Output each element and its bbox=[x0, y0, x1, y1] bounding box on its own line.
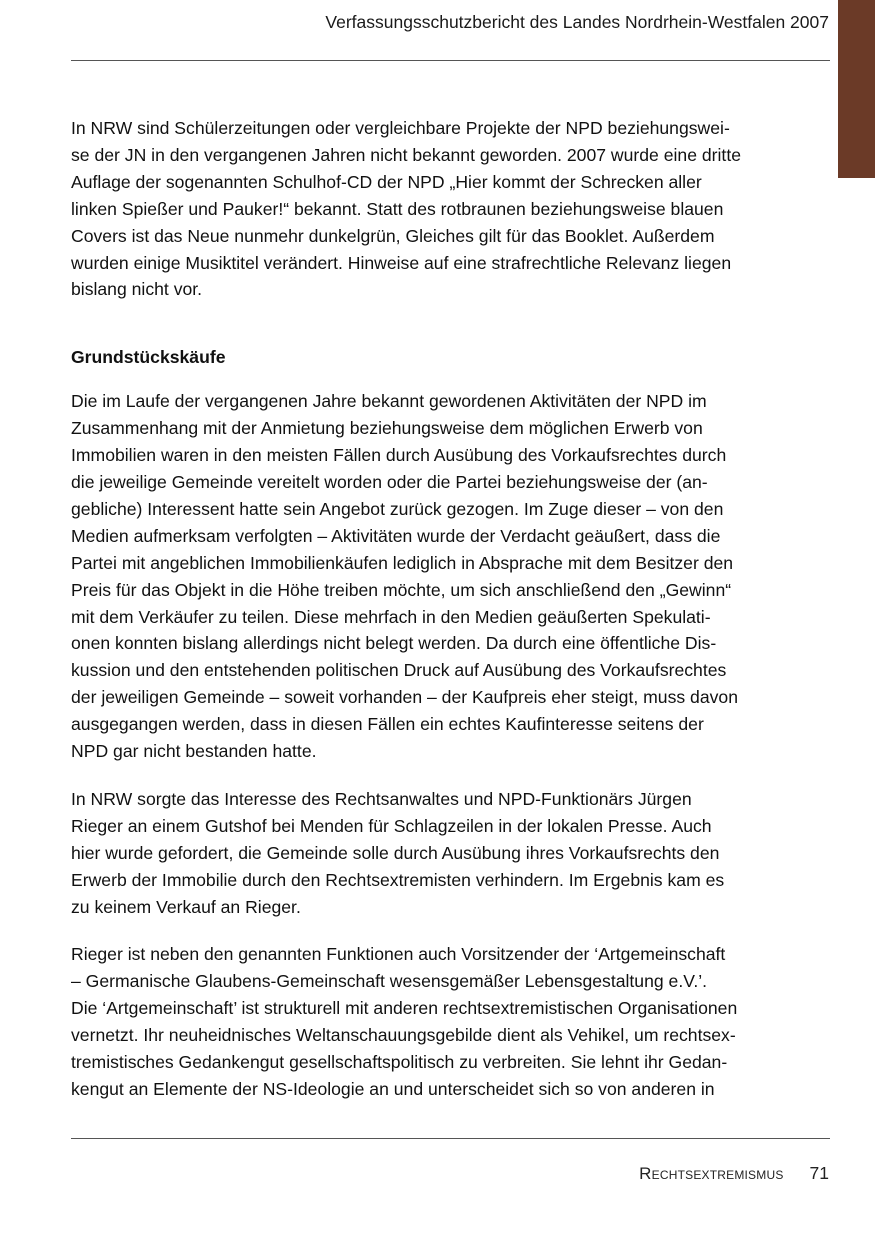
body-paragraph: Rieger ist neben den genannten Funktionen auch Vorsitzender der ‘Artgemeinschaft – Germanische Glaubens-Gemeinschaft wesensgemäßer Lebensgestaltung e.V.’. Die ‘Artgemeinschaft’ ist strukturell mit anderen rechtsextremistischen Organisationen vernetzt. Ihr neuheidnisches Weltanschauungsgebilde dient als Vehikel, um rechtsex- tremistisches Gedankengut gesellschaftspolitisch zu verbreiten. Sie lehnt ihr Gedan- kengut an Elemente der NS-Ideologie an und unterscheidet sich so von anderen in bbox=[71, 944, 738, 1099]
footer-divider bbox=[71, 1138, 830, 1139]
body-paragraph: In NRW sorgte das Interesse des Rechtsanwaltes und NPD-Funktionärs Jürgen Rieger an einem Gutshof bei Menden für Schlagzeilen in der lokalen Presse. Auch hier wurde gefordert, die Gemeinde solle durch Ausübung ihres Vorkaufsrechts den Erwerb der Immobilie durch den Rechtsextremisten verhindern. Im Ergebnis kam es zu keinem Verkauf an Rieger. bbox=[71, 788, 725, 917]
header-divider bbox=[71, 60, 830, 61]
page-body bbox=[71, 115, 791, 1124]
page-number: 71 bbox=[809, 1163, 829, 1183]
body-paragraph: Die im Laufe der vergangenen Jahre bekannt gewordenen Aktivitäten der NPD im Zusammenhang mit der Anmietung beziehungsweise dem möglichen Erwerb von Immobilien waren in den meisten Fällen durch Ausübung des Vorkaufsrechtes durch die jeweilige Gemeinde vereitelt worden oder die Partei beziehungsweise der (an- gebliche) Interessent hatte sein Angebot zurück gezogen. Im Zuge dieser – von den Medien aufmerksam verfolgten – Aktivitäten wurde der Verdacht geäußert, dass die Partei mit angeblichen Immobilienkäufen lediglich in Absprache mit dem Besitzer den Preis für das Objekt in die Höhe treiben möchte, um sich anschließend den „Gewinn“ mit dem Verkäufer zu teilen. Diese mehrfach in den Medien geäußerten Spekulati- onen konnten bislang allerdings nicht belegt werden. Da durch eine öffentliche Dis- kussion und den entstehenden politischen Druck auf Ausübung des Vorkaufsrechtes der jeweiligen Gemeinde – soweit vorhanden – der Kaufpreis eher steigt, muss davon ausgegangen werden, dass in diesen Fällen ein echtes Kaufinteresse seitens der NPD gar nicht bestanden hatte. bbox=[71, 391, 738, 762]
chapter-color-tab bbox=[838, 0, 875, 178]
intro-paragraph: In NRW sind Schülerzeitungen oder vergleichbare Projekte der NPD beziehungswei- se der JN in den vergangenen Jahren nicht bekannt geworden. 2007 wurde eine dritte Auflage der sogenannten Schulhof-CD der NPD „Hier kommt der Schrecken aller linken Spießer und Pauker!“ bekannt. Statt des rotbraunen beziehungsweise blauen Covers ist das Neue nunmehr dunkelgrün, Gleiches gilt für das Booklet. Außerdem wurden einige Musiktitel verändert. Hinweise auf eine strafrechtliche Relevanz liegen bislang nicht vor. bbox=[71, 118, 741, 300]
page-footer bbox=[639, 1163, 829, 1184]
section-heading: Grundstückskäufe bbox=[71, 347, 226, 368]
footer-section-name: Rechtsextremismus bbox=[639, 1164, 784, 1183]
running-header-title: Verfassungsschutzbericht des Landes Nordrhein-Westfalen 2007 bbox=[325, 12, 829, 32]
